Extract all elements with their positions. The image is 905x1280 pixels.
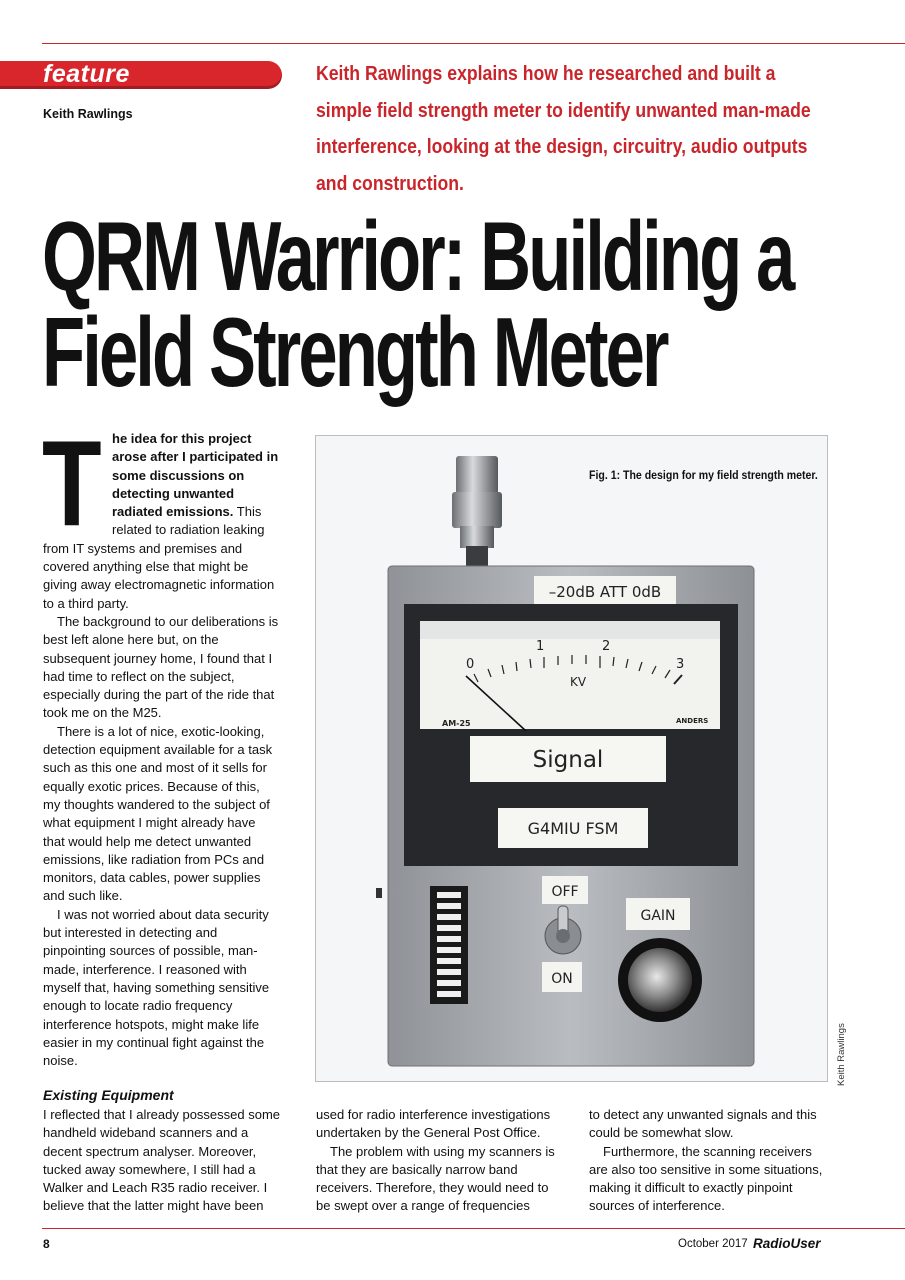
paragraph-2: The background to our deliberations is best left alone here but, on the subsequent journey home, I found that I had time to reflect on the subject, especially during the part of the ride that took me on the M25. [43,613,279,721]
bnc-connector [452,456,502,572]
top-rule [42,43,905,44]
standfirst [316,56,875,202]
off-label: OFF [551,884,579,900]
standfirst-line: simple field strength meter to identify unwanted man-made [316,98,811,122]
page-title [42,201,793,407]
gain-knob [618,938,702,1022]
callsign-label: G4MIU FSM [527,819,619,838]
paragraph-5-continued: used for radio interference investigations undertaken by the General Post Office. [316,1107,551,1141]
standfirst-line: Keith Rawlings explains how he researched and built a [316,62,776,85]
scale-mark-3: 3 [676,657,685,672]
section-label: feature [43,60,130,88]
scale-mark-0: 0 [466,657,475,672]
standfirst-line: and construction. [316,171,464,195]
on-label: ON [551,971,573,987]
body-column-1-bottom [43,1106,283,1216]
drop-cap: T [42,415,102,551]
meter-brand: ANDERS [676,717,709,725]
attenuator-label: –20dB ATT 0dB [548,583,662,601]
lead-in-text: he idea for this project arose after I participated in some discussions on detecting unwanted radiated emissions. [112,431,279,520]
section-tab [0,61,282,89]
scale-mark-2: 2 [602,639,611,654]
paragraph-1-text: This related to radiation leaking from IT systems and premises and covered anything else that might be giving away electromagnetic information to a third party. [43,504,275,611]
led-bargraph [430,886,468,1004]
standfirst-line: interference, looking at the design, circuitry, audio outputs [316,135,808,158]
side-screw [376,888,382,898]
photo-credit: Keith Rawlings [836,1023,847,1086]
author-byline: Keith Rawlings [43,107,133,121]
magazine-name: RadioUser [753,1236,821,1251]
page-number: 8 [43,1237,50,1251]
signal-label: Signal [532,747,604,773]
figure-caption: Fig. 1: The design for my field strength meter. [589,468,818,482]
meter-model: AM-25 [442,719,471,728]
scale-mark-1: 1 [536,639,545,654]
paragraph-3: There is a lot of nice, exotic-looking, detection equipment available for a task such as this one and most of it sells for equally exotic prices. Because of this, my thoughts wandered to the subject of what equipment I might already have that would help me detect unwanted emissions, like radiation from PCs and monitors, data cables, power supplies and such like. [43,723,273,904]
body-column-1 [42,415,280,1070]
figure-photo [315,435,828,1082]
title-line-2: Field Strength Meter [42,297,667,407]
issue-date: October 2017 [678,1238,748,1250]
gain-label: GAIN [640,908,676,924]
paragraph-7: Furthermore, the scanning receivers are also too sensitive in some situations, making it difficult to exactly pinpoint sources of interference. [589,1143,823,1214]
paragraph-4: I was not worried about data security but interested in detecting and pinpointing sources of possible, man-made, interference. I reasoned with myself that, having something sensitive enough to locate radio frequency interference hotspots, might make life easier in my continual fight against the noise. [43,906,270,1069]
meter-window-top [420,621,720,639]
title-line-1: QRM Warrior: Building a [42,201,793,311]
body-column-2 [316,1106,561,1216]
body-column-3 [589,1106,829,1216]
field-strength-meter-illustration [316,436,827,1081]
bottom-rule [42,1228,905,1229]
paragraph-5: I reflected that I already possessed some handheld wideband scanners and a decent spectrum analyser. Moreover, tucked away somewhere, I still had a Walker and Leach R35 radio receiver. I believe that the latter might have been [43,1107,281,1214]
subheading-existing-equipment: Existing Equipment [43,1087,174,1103]
scale-unit: KV [569,675,587,689]
paragraph-6-continued: to detect any unwanted signals and this could be somewhat slow. [589,1107,817,1141]
paragraph-6: The problem with using my scanners is that they are basically narrow band receivers. Therefore, they would need to be swept over a range of frequencies [316,1143,555,1214]
